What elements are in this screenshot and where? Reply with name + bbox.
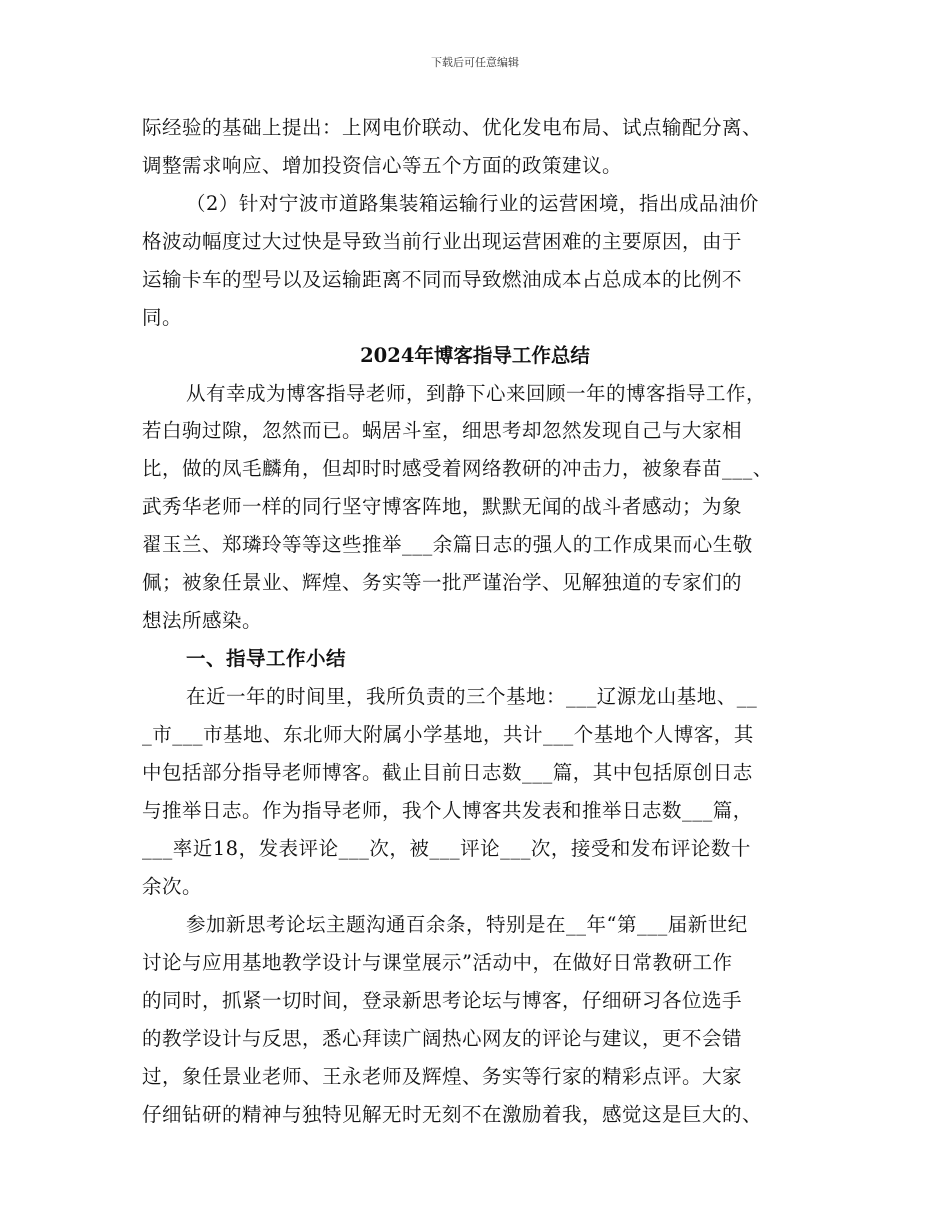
document-title: 2024年博客指导工作总结 — [360, 344, 590, 367]
body-line: 在近一年的时间里，我所负责的三个基地：___辽源龙山基地、__ — [186, 685, 758, 708]
body-line: 运输卡车的型号以及运输距离不同而导致燃油成本占总成本的比例不 — [142, 268, 743, 291]
body-line: 想法所感染。 — [142, 609, 263, 632]
body-line: 比，做的凤毛麟角，但却时时感受着网络教研的冲击力，被象春苗___、 — [142, 457, 773, 480]
body-line: 格波动幅度过大过快是导致当前行业出现运营困难的主要原因，由于 — [142, 230, 743, 253]
body-line: 仔细钻研的精神与独特见解无时无刻不在激励着我，感觉这是巨大的、 — [142, 1103, 763, 1126]
body-line: 与推举日志。作为指导老师，我个人博客共发表和推举日志数___篇， — [142, 799, 753, 822]
body-line: 若白驹过隙，忽然而已。蜗居斗室，细思考却忽然发现自己与大家相 — [142, 419, 743, 442]
body-line: 翟玉兰、郑璘玲等等这些推举___余篇日志的强人的工作成果而心生敬 — [142, 533, 753, 556]
body-line: 际经验的基础上提出：上网电价联动、优化发电布局、试点输配分离、 — [142, 116, 763, 139]
body-line: 讨论与应用基地教学设计与课堂展示”活动中，在做好日常教研工作 — [142, 951, 733, 974]
body-line: 调整需求响应、增加投资信心等五个方面的政策建议。 — [142, 154, 623, 177]
body-line: （2）针对宁波市道路集装箱运输行业的运营困境，指出成品油价 — [186, 192, 759, 215]
body-line: 佩；被象任景业、辉煌、务实等一批严谨治学、见解独道的专家们的 — [142, 571, 743, 594]
body-line: ___率近18，发表评论___次，被___评论___次，接受和发布评论数十 — [142, 837, 751, 860]
body-line: _市___市基地、东北师大附属小学基地，共计___个基地个人博客，其 — [142, 723, 754, 746]
body-line: 的同时，抓紧一切时间，登录新思考论坛与博客，仔细研习各位选手 — [142, 989, 743, 1012]
section-heading: 一、指导工作小结 — [186, 647, 347, 670]
body-line: 过，象任景业老师、王永老师及辉煌、务实等行家的精彩点评。大家 — [142, 1065, 743, 1088]
body-line: 的教学设计与反思，悉心拜读广阔热心网友的评论与建议，更不会错 — [142, 1027, 743, 1050]
body-line: 余次。 — [142, 875, 203, 898]
body-line: 参加新思考论坛主题沟通百余条，特别是在__年“第___届新世纪 — [186, 913, 748, 936]
body-line: 从有幸成为博客指导老师，到静下心来回顾一年的博客指导工作， — [186, 382, 767, 405]
body-line: 中包括部分指导老师博客。截止目前日志数___篇，其中包括原创日志 — [142, 761, 753, 784]
body-line: 武秀华老师一样的同行坚守博客阵地，默默无闻的战斗者感动；为象 — [142, 495, 743, 518]
body-line: 同。 — [142, 306, 183, 329]
page-header: 下载后可任意编辑 — [431, 56, 519, 69]
